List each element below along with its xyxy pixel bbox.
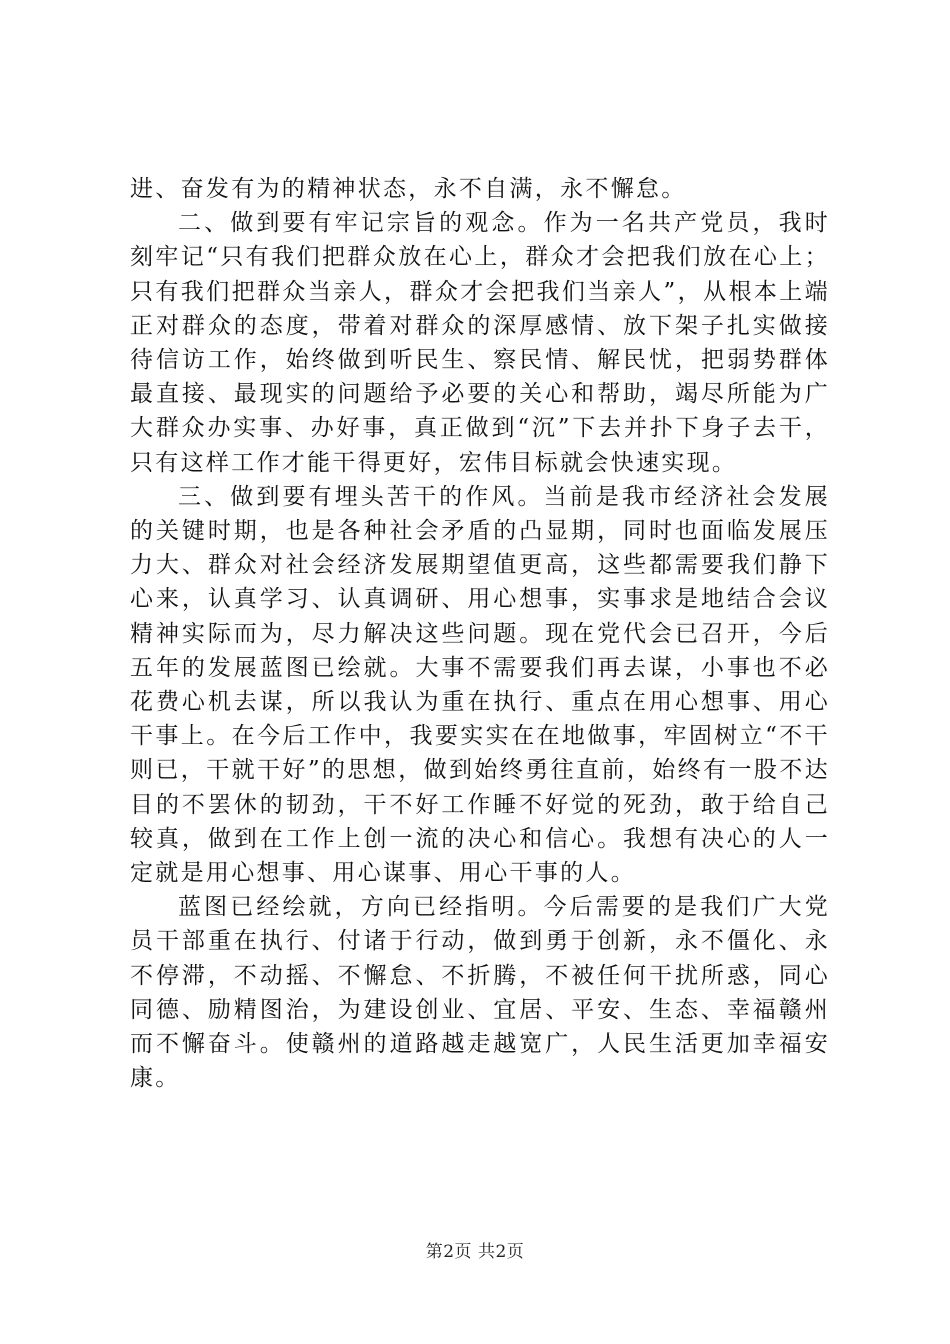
page-number-footer: 第2页 共2页 <box>425 1242 525 1262</box>
paragraph-conclusion: 蓝图已经绘就，方向已经指明。今后需要的是我们广大党员干部重在执行、付诸于行动，做到勇于创新，永不僵化、永不停滞，不动摇、不懈怠、不折腾，不被任何干扰所惑，同心同德、励精图治，为建设创业、宜居、平安、生态、幸福赣州而不懈奋斗。使赣州的道路越走越宽广，人民生活更加幸福安康。 <box>130 894 830 1092</box>
paragraph-continuation: 进、奋发有为的精神状态，永不自满，永不懈怠。 <box>130 176 687 202</box>
document-body <box>130 172 830 1095</box>
paragraph-section-two: 二、做到要有牢记宗旨的观念。作为一名共产党员，我时刻牢记“只有我们把群众放在心上，群众才会把我们放在心上；只有我们把群众当亲人，群众才会把我们当亲人”，从根本上端正对群众的态度，带着对群众的深厚感情、放下架子扎实做接待信访工作，始终做到听民生、察民情、解民忧，把弱势群体最直接、最现实的问题给予必要的关心和帮助，竭尽所能为广大群众办实事、办好事，真正做到“沉”下去并扑下身子去干，只有这样工作才能干得更好，宏伟目标就会快速实现。 <box>130 210 830 476</box>
paragraph-section-three: 三、做到要有埋头苦干的作风。当前是我市经济社会发展的关键时期，也是各种社会矛盾的凸显期，同时也面临发展压力大、群众对社会经济发展期望值更高，这些都需要我们静下心来，认真学习、认真调研、用心想事，实事求是地结合会议精神实际而为，尽力解决这些问题。现在党代会已召开，今后五年的发展蓝图已绘就。大事不需要我们再去谋，小事也不必花费心机去谋，所以我认为重在执行、重点在用心想事、用心干事上。在今后工作中，我要实实在在地做事，牢固树立“不干则已，干就干好”的思想，做到始终勇往直前，始终有一股不达目的不罢休的韧劲，干不好工作睡不好觉的死劲，敢于给自己较真，做到在工作上创一流的决心和信心。我想有决心的人一定就是用心想事、用心谋事、用心干事的人。 <box>130 483 830 887</box>
